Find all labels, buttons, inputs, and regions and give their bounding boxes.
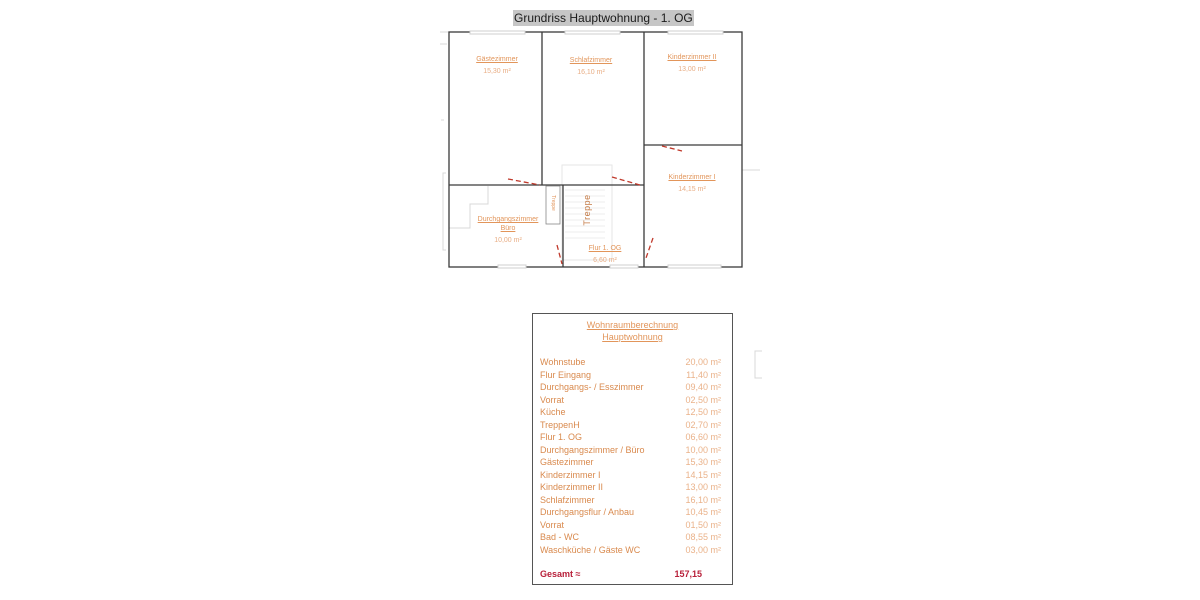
calc-row-value: 06,60 m² (685, 432, 721, 442)
calc-total-value: 157,15 (674, 569, 702, 579)
calc-row-value: 11,40 m² (686, 369, 721, 380)
calc-row-label: Flur Eingang (540, 369, 592, 380)
room-name: Kinderzimmer I (668, 174, 716, 181)
calc-row-label: Gästezimmer (540, 457, 594, 467)
calc-row (540, 519, 721, 532)
calc-row (540, 381, 721, 394)
calc-rows (540, 356, 721, 556)
calc-row-label: Durchgangsflur / Anbau (540, 507, 635, 517)
room-gaestezimmer (462, 55, 532, 76)
calc-row (540, 419, 721, 432)
calc-row-value: 03,00 m² (685, 544, 721, 555)
calc-row-value: 08,55 m² (685, 532, 721, 542)
room-area: 16,10 m² (577, 69, 605, 76)
room-area: 13,00 m² (678, 66, 706, 73)
calc-row (540, 456, 721, 469)
calc-row-label: Vorrat (540, 394, 565, 405)
calc-title-line2: Hauptwohnung (602, 332, 663, 342)
room-buero (470, 215, 546, 245)
room-area: 10,00 m² (494, 237, 522, 244)
calc-row-label: Flur 1. OG (540, 432, 583, 442)
room-name: Durchgangszimmer (477, 216, 539, 223)
area-calculation-box (532, 313, 733, 585)
room-name: Schlafzimmer (569, 57, 613, 64)
calc-title (533, 319, 732, 343)
calc-row-label: Durchgangszimmer / Büro (540, 444, 645, 455)
room-area: 15,30 m² (483, 68, 511, 75)
calc-row (540, 431, 721, 444)
room-name: Gästezimmer (476, 56, 518, 63)
stair-label: Treppe (582, 194, 592, 226)
calc-row-value: 14,15 m² (685, 469, 721, 480)
calc-row-label: Vorrat (540, 519, 565, 530)
calc-row-value: 01,50 m² (685, 519, 721, 530)
calc-row (540, 481, 721, 494)
room-area: 14,15 m² (678, 186, 706, 193)
room-kinderzimmer-2 (652, 53, 732, 74)
calc-row-label: TreppenH (540, 419, 580, 430)
calc-row-label: Bad - WC (540, 532, 580, 542)
calc-row-label: Kinderzimmer II (540, 482, 604, 492)
calc-total-label: Gesamt ≈ (540, 569, 581, 579)
calc-row (540, 394, 721, 407)
calc-total (540, 569, 702, 579)
calc-title-line1: Wohnraumberechnung (586, 320, 679, 330)
calc-row-value: 10,45 m² (685, 507, 721, 517)
calc-row (540, 369, 721, 382)
calc-row-value: 10,00 m² (685, 444, 721, 455)
calc-row (540, 506, 721, 519)
calc-row-label: Schlafzimmer (540, 494, 595, 505)
calc-row (540, 544, 721, 557)
room-name: Flur 1. OG (588, 245, 622, 252)
calc-row (540, 356, 721, 369)
room-area: 6,60 m² (593, 257, 617, 264)
calc-row-label: Küche (540, 407, 566, 417)
calc-row-value: 02,70 m² (685, 419, 721, 430)
calc-row (540, 406, 721, 419)
calc-row (540, 531, 721, 544)
calc-row-value: 09,40 m² (685, 382, 721, 392)
calc-row-value: 02,50 m² (685, 394, 721, 405)
calc-row-label: Waschküche / Gäste WC (540, 544, 641, 555)
room-kinderzimmer-1 (652, 173, 732, 194)
room-name-2: Büro (500, 225, 516, 232)
calc-row (540, 444, 721, 457)
calc-row-label: Kinderzimmer I (540, 469, 601, 480)
room-flur (575, 244, 635, 265)
calc-row-value: 16,10 m² (685, 494, 721, 505)
calc-row (540, 494, 721, 507)
calc-row-label: Durchgangs- / Esszimmer (540, 382, 644, 392)
calc-row-value: 12,50 m² (685, 407, 721, 417)
room-name: Kinderzimmer II (667, 54, 717, 61)
calc-row-label: Wohnstube (540, 357, 586, 367)
small-stair-label: Treppe (550, 195, 556, 211)
calc-row (540, 469, 721, 482)
plan-title: Grundriss Hauptwohnung - 1. OG (514, 11, 693, 25)
calc-row-value: 15,30 m² (685, 457, 721, 467)
room-schlafzimmer (556, 56, 626, 77)
calc-row-value: 13,00 m² (685, 482, 721, 492)
calc-row-value: 20,00 m² (685, 357, 721, 367)
